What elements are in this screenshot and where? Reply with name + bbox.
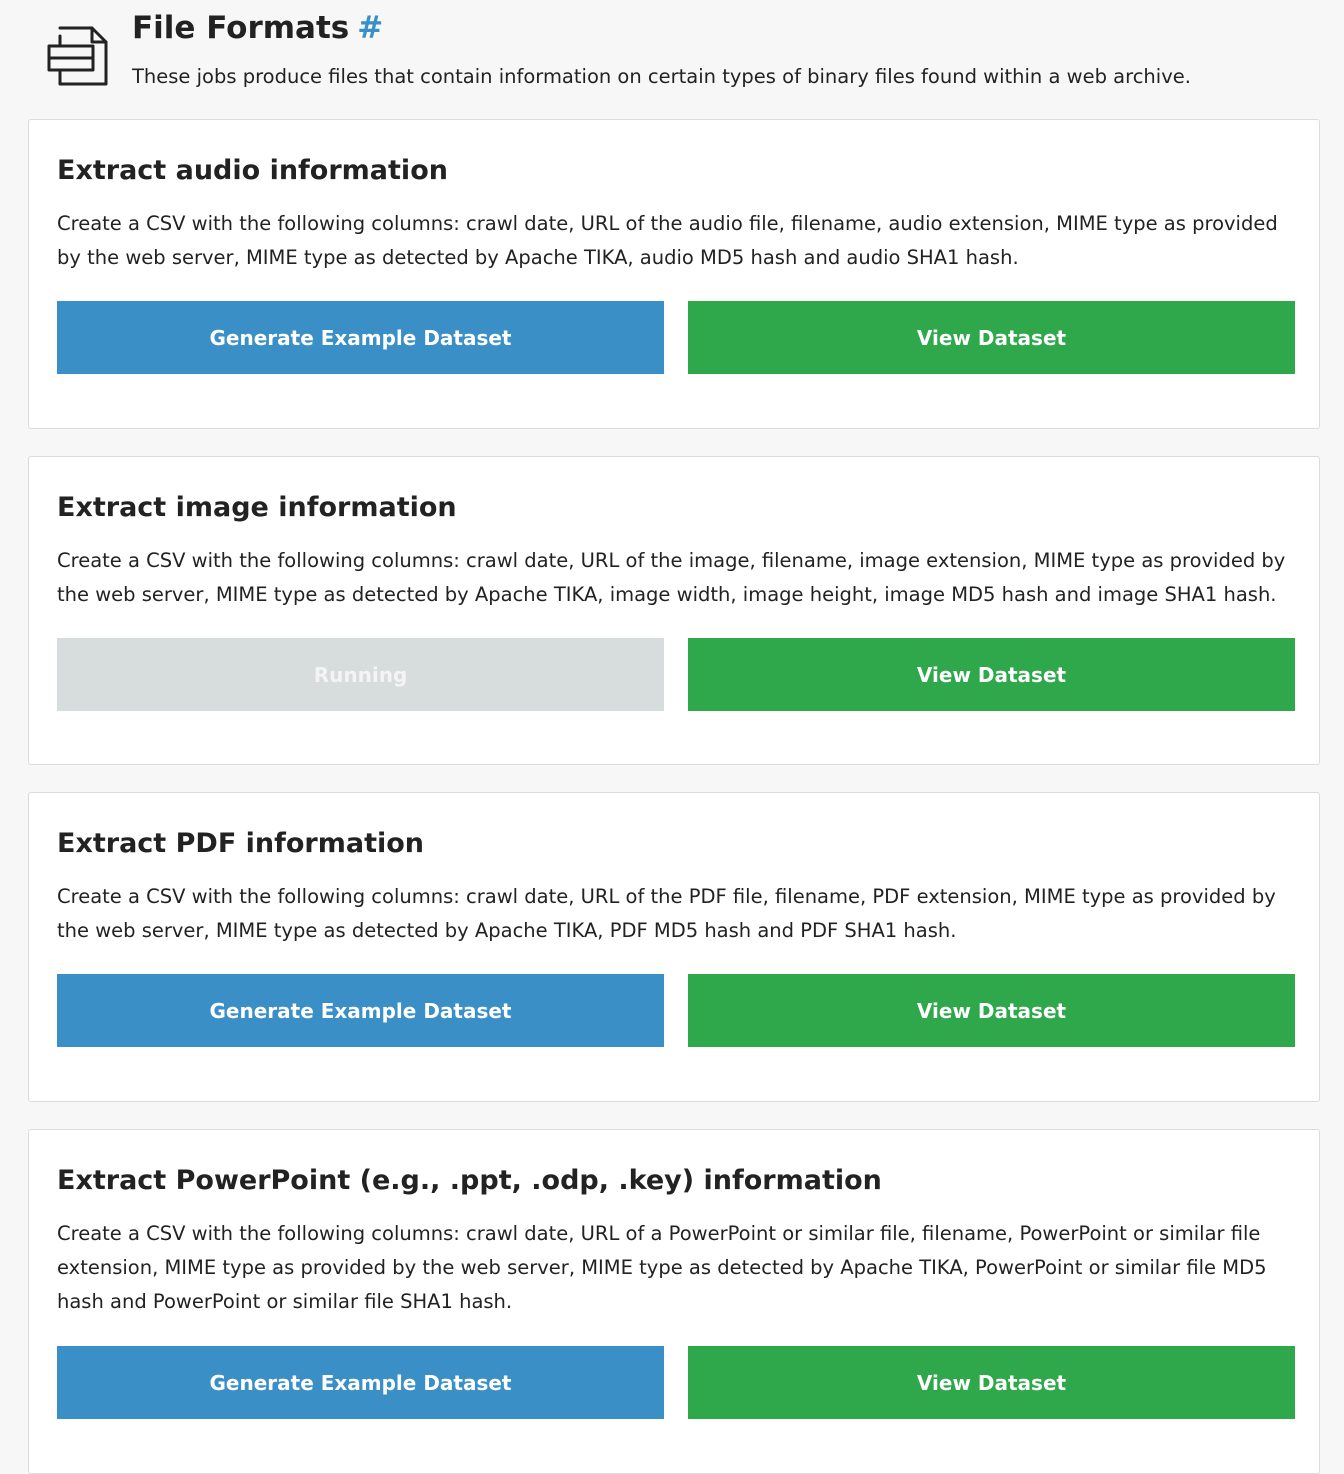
job-title: Extract PowerPoint (e.g., .ppt, .odp, .key) information	[57, 1165, 882, 1196]
job-card-pdf	[28, 792, 1320, 1102]
job-description: Create a CSV with the following columns: crawl date, URL of the PDF file, filename, PDF extension, MIME type as provided by the web server, MIME type as detected by Apache TIKA, PDF MD5 hash and PDF SHA1 hash.	[57, 885, 1276, 942]
job-title: Extract image information	[57, 492, 457, 523]
job-title: Extract audio information	[57, 155, 448, 186]
view-dataset-button[interactable]: View Dataset	[688, 1346, 1295, 1419]
job-description: Create a CSV with the following columns: crawl date, URL of the audio file, filename, audio extension, MIME type as provided by the web server, MIME type as detected by Apache TIKA, audio MD5 hash and audio SHA1 hash.	[57, 212, 1278, 269]
generate-example-dataset-button[interactable]: Generate Example Dataset	[57, 301, 664, 374]
document-copy-icon	[46, 24, 110, 90]
job-description: Create a CSV with the following columns: crawl date, URL of a PowerPoint or similar file, filename, PowerPoint or similar file extension, MIME type as provided by the web server, MIME type as detected by Apache TIKA, PowerPoint or similar file MD5 hash and PowerPoint or similar file SHA1 hash.	[57, 1222, 1267, 1313]
job-card-image	[28, 456, 1320, 765]
generate-example-dataset-button[interactable]: Generate Example Dataset	[57, 1346, 664, 1419]
job-card-audio	[28, 119, 1320, 429]
generate-example-dataset-button[interactable]: Generate Example Dataset	[57, 974, 664, 1047]
view-dataset-button[interactable]: View Dataset	[688, 638, 1295, 711]
running-status-button: Running	[57, 638, 664, 711]
job-card-powerpoint	[28, 1129, 1320, 1474]
job-title: Extract PDF information	[57, 828, 425, 859]
section-description: These jobs produce files that contain information on certain types of binary files found within a web archive.	[132, 65, 1191, 88]
view-dataset-button[interactable]: View Dataset	[688, 301, 1295, 374]
section-title-text: File Formats	[132, 10, 350, 46]
section-header	[0, 0, 1344, 118]
section-title	[132, 8, 383, 48]
view-dataset-button[interactable]: View Dataset	[688, 974, 1295, 1047]
section-anchor-link[interactable]: #	[357, 10, 384, 46]
job-description: Create a CSV with the following columns: crawl date, URL of the image, filename, image extension, MIME type as provided by the web server, MIME type as detected by Apache TIKA, image width, image height, image MD5 hash and image SHA1 hash.	[57, 549, 1286, 606]
